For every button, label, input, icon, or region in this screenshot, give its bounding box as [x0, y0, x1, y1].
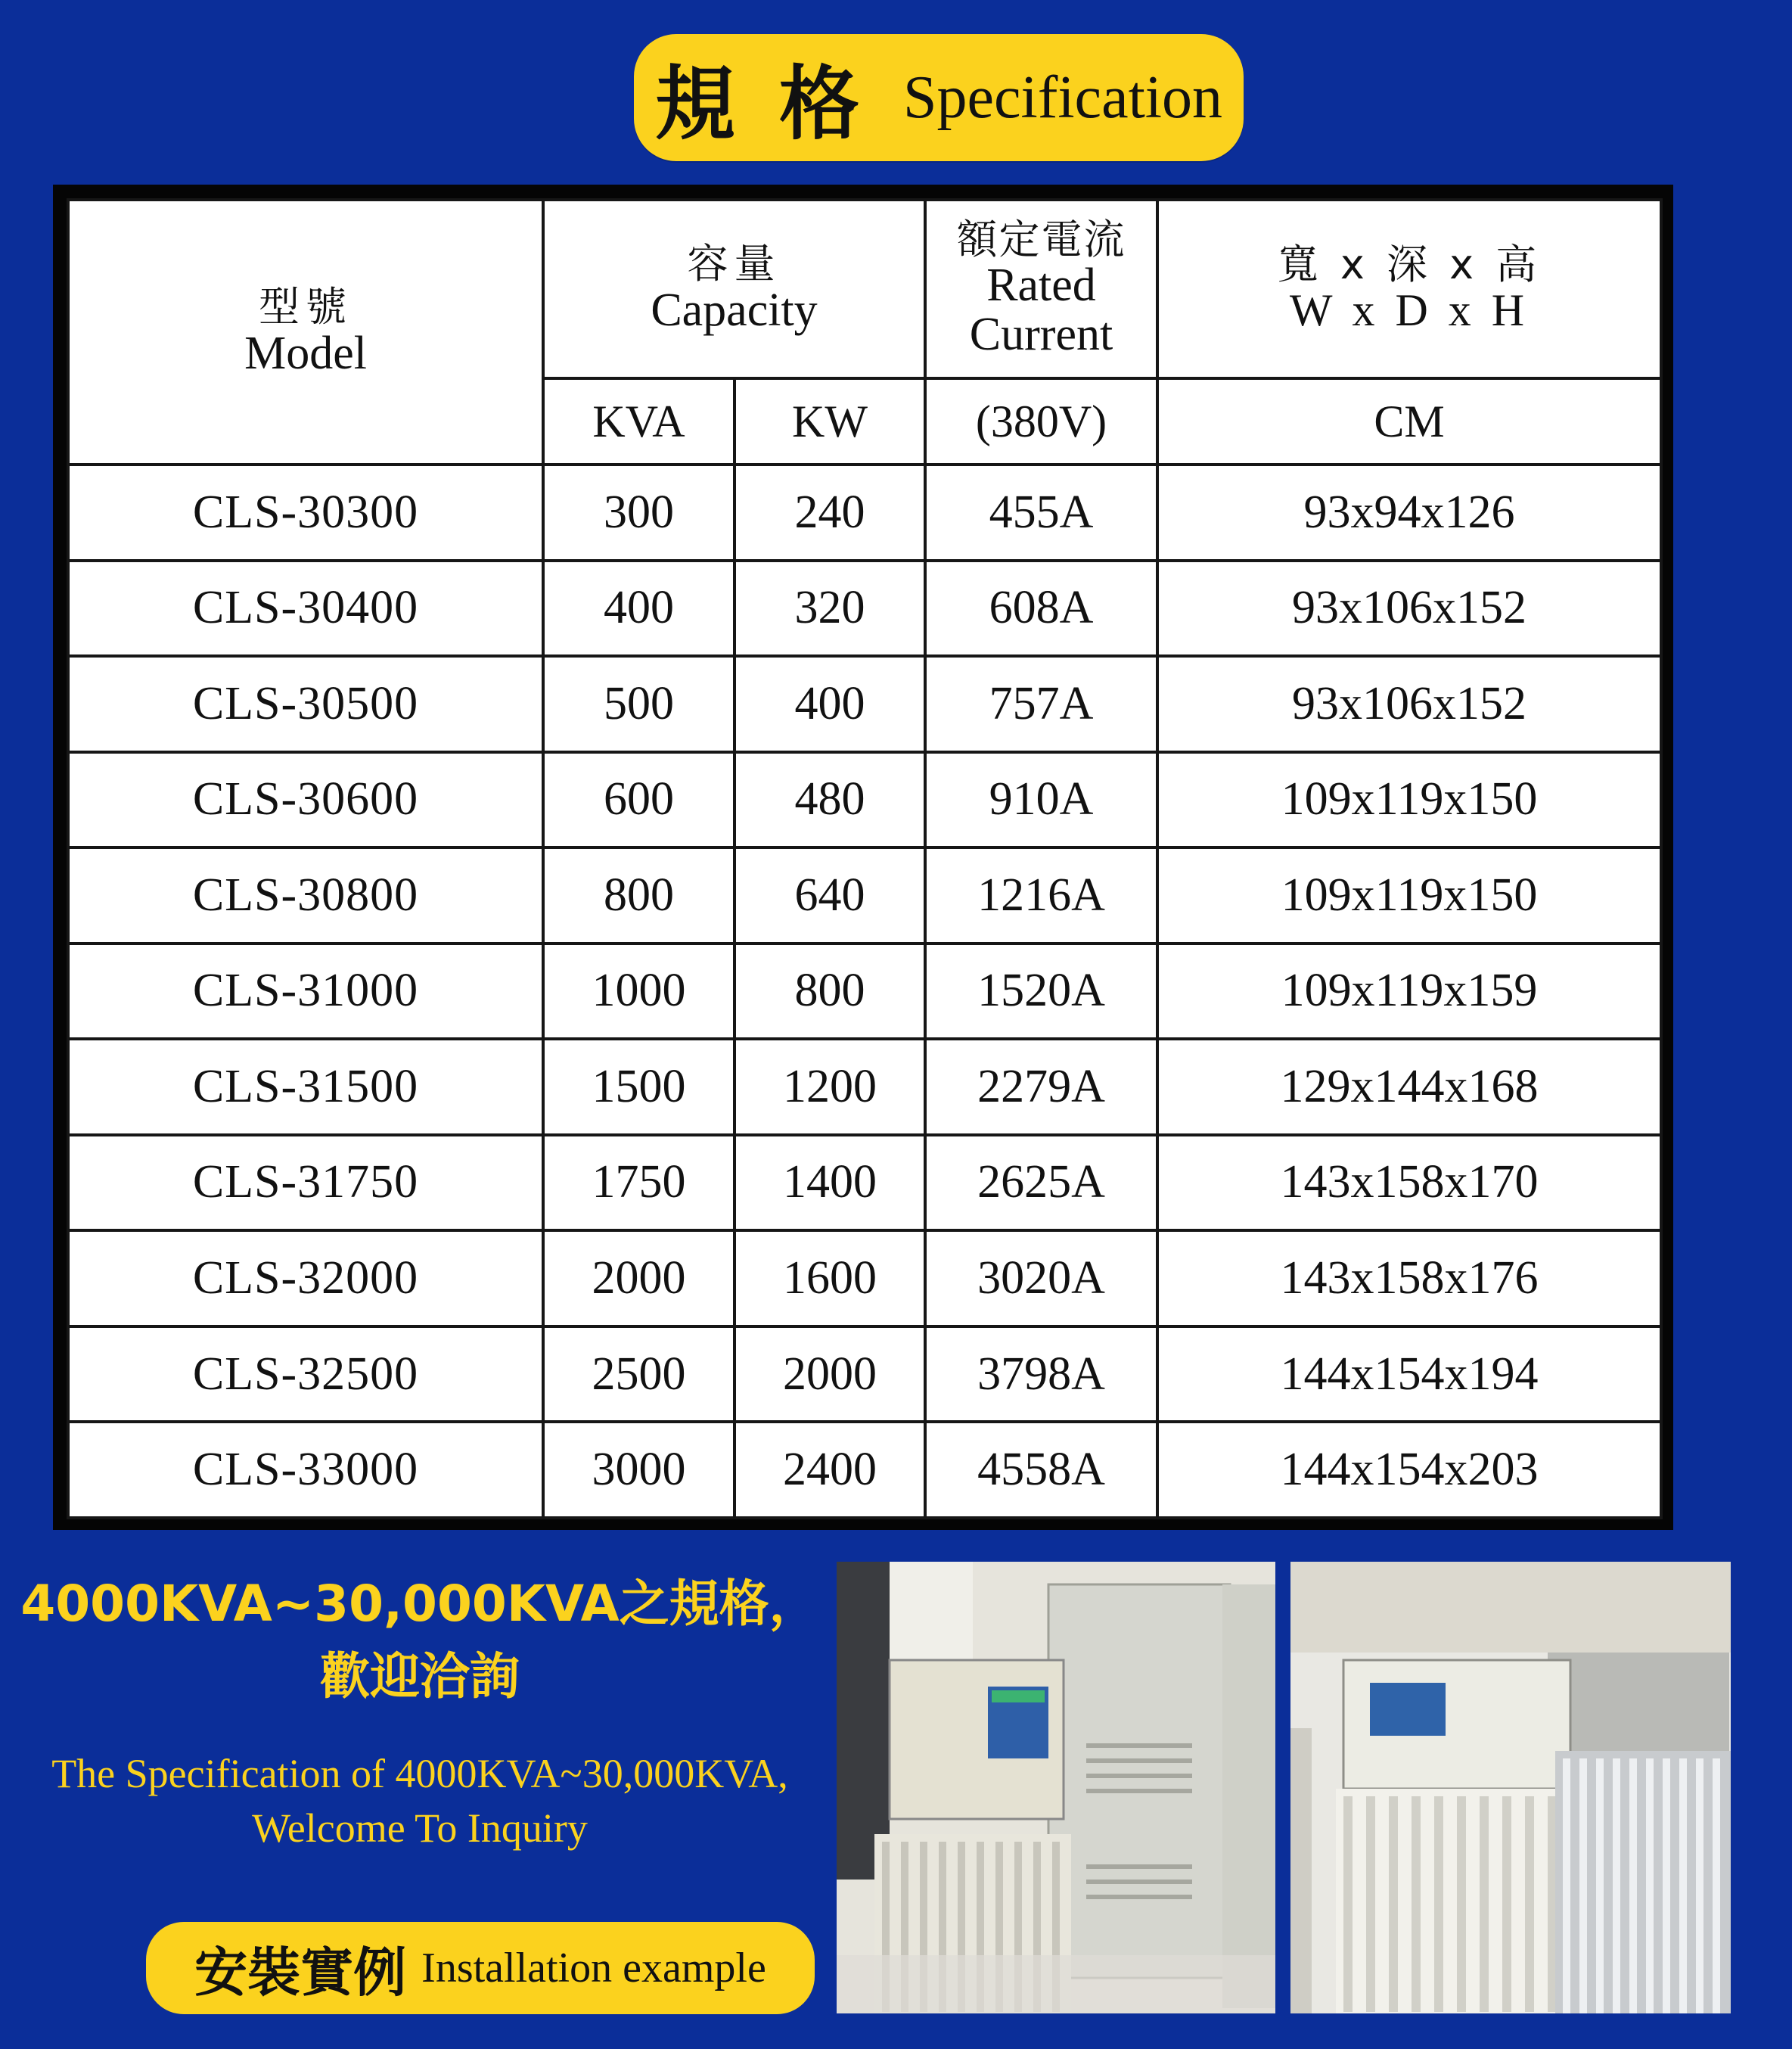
cell-kw: 240	[735, 465, 925, 561]
cell-kva: 400	[543, 561, 735, 657]
cell-dims: 93x106x152	[1157, 656, 1661, 752]
cell-kva: 800	[543, 847, 735, 944]
cell-current: 3020A	[925, 1230, 1157, 1326]
cell-model: CLS-33000	[68, 1422, 543, 1518]
cell-kva: 2500	[543, 1326, 735, 1422]
title-zh: 規格	[654, 58, 903, 151]
cell-kva: 2000	[543, 1230, 735, 1326]
installation-photo-1	[837, 1562, 1275, 2013]
cell-current: 910A	[925, 752, 1157, 848]
cell-current: 757A	[925, 656, 1157, 752]
cell-model: CLS-30300	[68, 465, 543, 561]
cell-model: CLS-32500	[68, 1326, 543, 1422]
table-row	[68, 561, 1661, 657]
header-model	[68, 200, 543, 465]
cell-kva: 1750	[543, 1135, 735, 1231]
header-current-zh: 額定電流	[956, 215, 1126, 263]
cell-kw: 800	[735, 944, 925, 1040]
cell-model: CLS-30800	[68, 847, 543, 944]
cell-dims: 144x154x203	[1157, 1422, 1661, 1518]
cell-current: 4558A	[925, 1422, 1157, 1518]
cell-kw: 1600	[735, 1230, 925, 1326]
cell-kw: 1400	[735, 1135, 925, 1231]
cell-dims: 93x106x152	[1157, 561, 1661, 657]
cell-current: 1216A	[925, 847, 1157, 944]
table-row	[68, 1135, 1661, 1231]
promo-zh	[0, 1568, 840, 1713]
header-model-en: Model	[244, 327, 367, 379]
cell-dims: 144x154x194	[1157, 1326, 1661, 1422]
cell-kw: 2000	[735, 1326, 925, 1422]
promo-en	[0, 1746, 840, 1855]
header-cm: CM	[1157, 378, 1661, 465]
title-banner	[634, 34, 1244, 161]
promo-en-line1: The Specification of 4000KVA~30,000KVA,	[51, 1751, 788, 1796]
cell-model: CLS-31000	[68, 944, 543, 1040]
table-row	[68, 465, 1661, 561]
cell-current: 608A	[925, 561, 1157, 657]
install-zh: 安裝實例	[194, 1941, 407, 2004]
header-dims-en: W x D x H	[1289, 284, 1530, 335]
install-banner	[146, 1922, 815, 2014]
table-row	[68, 752, 1661, 848]
cell-model: CLS-30500	[68, 656, 543, 752]
header-current-en-2: Current	[969, 309, 1113, 361]
cell-kw: 2400	[735, 1422, 925, 1518]
header-dims-zh: 寬 x 深 x 高	[1277, 241, 1542, 289]
cell-kva: 300	[543, 465, 735, 561]
header-kw: KW	[735, 378, 925, 465]
table-row	[68, 944, 1661, 1040]
header-capacity	[543, 200, 925, 378]
cell-dims: 109x119x150	[1157, 752, 1661, 848]
cell-dims: 129x144x168	[1157, 1039, 1661, 1135]
cell-kva: 1000	[543, 944, 735, 1040]
cell-current: 3798A	[925, 1326, 1157, 1422]
header-capacity-en: Capacity	[651, 284, 818, 336]
header-current-en-1: Rated	[986, 260, 1096, 312]
header-capacity-zh: 容量	[687, 240, 781, 288]
cell-kw: 320	[735, 561, 925, 657]
cell-current: 1520A	[925, 944, 1157, 1040]
table-row	[68, 1230, 1661, 1326]
title-en: Specification	[902, 64, 1223, 131]
header-voltage: (380V)	[925, 378, 1157, 465]
header-dims	[1157, 200, 1661, 378]
cell-kva: 1500	[543, 1039, 735, 1135]
header-current	[925, 200, 1157, 378]
cell-dims: 93x94x126	[1157, 465, 1661, 561]
promo-zh-line1: 4000KVA~30,000KVA之規格，	[20, 1575, 819, 1633]
cell-kva: 600	[543, 752, 735, 848]
promo-zh-line2: 歡迎洽詢	[320, 1647, 520, 1705]
table-row	[68, 847, 1661, 944]
cell-model: CLS-30400	[68, 561, 543, 657]
table-row	[68, 1422, 1661, 1518]
cell-model: CLS-32000	[68, 1230, 543, 1326]
cell-model: CLS-31750	[68, 1135, 543, 1231]
header-kva: KVA	[543, 378, 735, 465]
cell-dims: 109x119x159	[1157, 944, 1661, 1040]
spec-table-body	[68, 465, 1661, 1518]
table-row	[68, 656, 1661, 752]
install-en: Installation example	[421, 1945, 766, 1991]
cell-model: CLS-31500	[68, 1039, 543, 1135]
cell-kva: 500	[543, 656, 735, 752]
cell-model: CLS-30600	[68, 752, 543, 848]
cell-dims: 109x119x150	[1157, 847, 1661, 944]
cell-kw: 1200	[735, 1039, 925, 1135]
header-model-zh: 型號	[259, 283, 352, 331]
table-row	[68, 1326, 1661, 1422]
table-row	[68, 1039, 1661, 1135]
cell-current: 2625A	[925, 1135, 1157, 1231]
cell-kw: 640	[735, 847, 925, 944]
cell-dims: 143x158x176	[1157, 1230, 1661, 1326]
spec-table	[67, 198, 1663, 1519]
cell-kw: 480	[735, 752, 925, 848]
cell-dims: 143x158x170	[1157, 1135, 1661, 1231]
cell-current: 2279A	[925, 1039, 1157, 1135]
installation-photo-2	[1290, 1562, 1731, 2013]
cell-current: 455A	[925, 465, 1157, 561]
promo-en-line2: Welcome To Inquiry	[252, 1805, 588, 1851]
cell-kw: 400	[735, 656, 925, 752]
cell-kva: 3000	[543, 1422, 735, 1518]
